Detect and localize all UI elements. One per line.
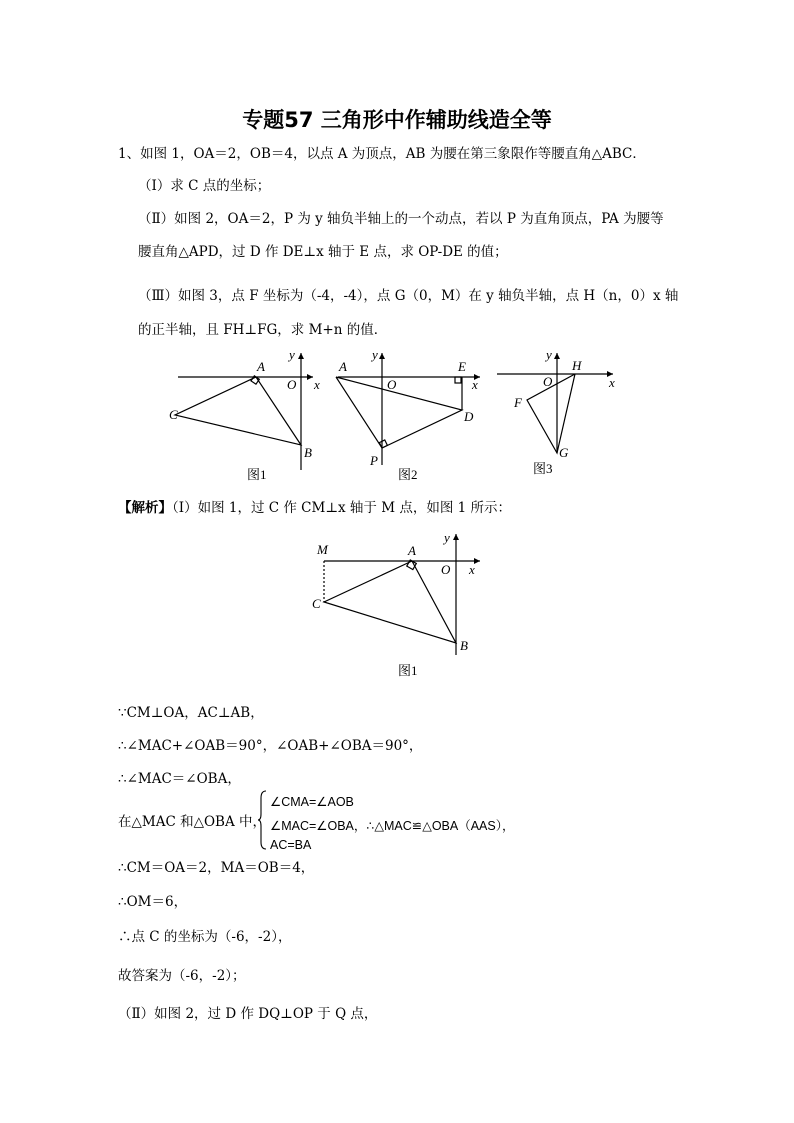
fig1-label-y: y — [289, 347, 295, 362]
fig3-label-x: x — [609, 375, 615, 390]
problem-part3-line2: 的正半轴，且 FH⊥FG，求 M+n 的值． — [138, 322, 388, 338]
fig1-label-c: C — [169, 407, 178, 422]
fig1-label-b: B — [304, 445, 312, 460]
fig4-label-a: A — [408, 543, 416, 558]
solution-step4-prefix: 在△MAC 和△OBA 中， — [118, 814, 266, 830]
fig4-label-b: B — [460, 638, 468, 653]
fig1-label-a: A — [257, 359, 265, 374]
fig2-label-y: y — [372, 347, 378, 362]
fig1-caption: 图1 — [247, 467, 267, 482]
problem-part2-line2: 腰直角△APD，过 D 作 DE⊥x 轴于 E 点，求 OP-DE 的值； — [138, 244, 508, 260]
problem-part2-line1: （Ⅱ）如图 2，OA＝2，P 为 y 轴负半轴上的一个动点，若以 P 为直角顶点，PA 为腰等 — [138, 211, 664, 227]
solution-step1: ∵CM⊥OA，AC⊥AB， — [118, 705, 264, 721]
system-line-3: AC=BA — [270, 838, 312, 852]
solution-heading: 【解析】 — [118, 500, 172, 516]
figure-4 — [310, 530, 490, 680]
fig4-label-x: x — [469, 562, 475, 577]
fig4-caption: 图1 — [398, 663, 418, 678]
fig2-label-d: D — [464, 409, 474, 424]
fig4-label-m: M — [317, 542, 328, 557]
fig3-label-f: F — [514, 395, 522, 410]
fig3-label-y: y — [546, 347, 552, 362]
fig2-label-x: x — [472, 377, 478, 392]
fig3-label-o: O — [543, 374, 553, 389]
fig3-label-g: G — [559, 445, 569, 460]
figure-1 — [165, 345, 325, 485]
system-brace — [257, 790, 267, 850]
solution-part1-intro: （Ⅰ）如图 1，过 C 作 CM⊥x 轴于 M 点，如图 1 所示： — [172, 500, 511, 516]
figure-3 — [493, 345, 623, 480]
problem-intro: 1、如图 1，OA＝2，OB＝4，以点 A 为顶点，AB 为腰在第三象限作等腰直角△ABC． — [118, 146, 646, 162]
fig2-label-p: P — [370, 453, 378, 468]
system-line-2: ∠MAC=∠OBA，∴△MAC≌△OBA（AAS）， — [270, 819, 515, 833]
problem-part1: （Ⅰ）求 C 点的坐标； — [138, 178, 271, 194]
figure-2 — [332, 345, 487, 485]
fig4-label-y: y — [444, 530, 450, 545]
solution-part2-intro: （Ⅱ）如图 2，过 D 作 DQ⊥OP 于 Q 点， — [118, 1006, 378, 1022]
solution-answer: 故答案为（-6，-2）； — [118, 968, 246, 984]
fig1-label-o: O — [287, 377, 297, 392]
fig2-caption: 图2 — [398, 467, 418, 482]
solution-step3: ∴∠MAC＝∠OBA， — [118, 771, 241, 787]
fig1-label-x: x — [314, 377, 320, 392]
solution-step6: ∴OM＝6， — [118, 894, 188, 910]
fig4-label-c: C — [312, 596, 321, 611]
solution-step2: ∴∠MAC+∠OAB＝90°，∠OAB+∠OBA＝90°， — [118, 738, 423, 754]
fig2-label-o: O — [387, 377, 397, 392]
solution-step5: ∴CM＝OA＝2，MA＝OB＝4， — [118, 860, 315, 876]
system-line-1: ∠CMA=∠AOB — [270, 795, 354, 809]
solution-heading-line — [118, 502, 511, 516]
page-title: 专题57 三角形中作辅助线造全等 — [242, 108, 552, 132]
fig2-label-e: E — [458, 359, 466, 374]
solution-step7: ∴点 C 的坐标为（-6，-2）， — [118, 929, 292, 945]
fig4-label-o: O — [441, 562, 451, 577]
fig3-caption: 图3 — [533, 461, 553, 476]
problem-part3-line1: （Ⅲ）如图 3，点 F 坐标为（-4，-4），点 G（0，M）在 y 轴负半轴，点 H（n，0）x 轴 — [138, 288, 679, 304]
fig2-label-a: A — [339, 359, 347, 374]
fig3-label-h: H — [572, 358, 582, 373]
